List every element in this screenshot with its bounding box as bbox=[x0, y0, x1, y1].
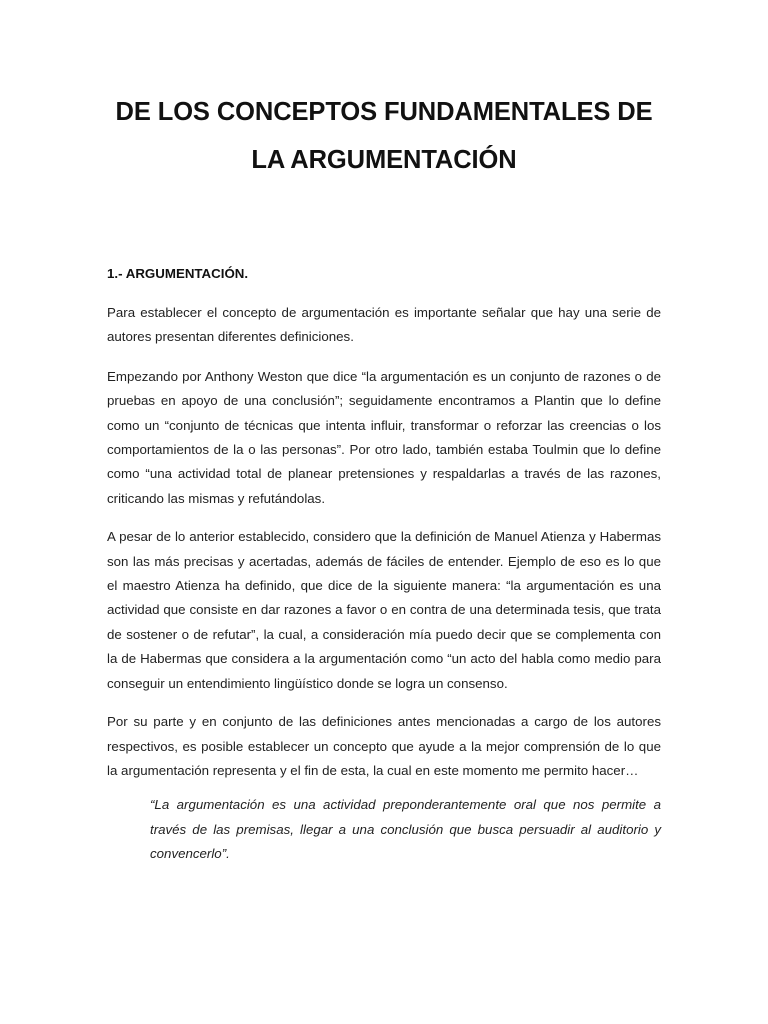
section-heading: 1.- ARGUMENTACIÓN. bbox=[107, 266, 249, 281]
document-title bbox=[107, 0, 661, 184]
title-line-2: LA ARGUMENTACIÓN bbox=[251, 146, 517, 174]
paragraph-definitions: Empezando por Anthony Weston que dice “la argumentación es un conjunto de razones o de pruebas en apoyo de una conclusión”; seguidamente encontramos a Plantin que lo define como un “conjunto de técnicas que intenta influir, transformar o reforzar las creencias o los comportamientos de la o las personas”. Por otro lado, también estaba Toulmin que lo define como “una actividad total de planear pretensiones y respaldarlas a través de las razones, criticando las mismas y refutándolas. bbox=[107, 368, 661, 506]
paragraph-own-concept: Por su parte y en conjunto de las definiciones antes mencionadas a cargo de los autores respectivos, es posible establecer un concepto que ayude a la mejor comprensión de lo que la argumentación representa y el fin de esta, la cual en este momento me permito hacer… bbox=[107, 714, 661, 778]
paragraph-atienza-habermas: A pesar de lo anterior establecido, considero que la definición de Manuel Atienza y Habermas son las más precisas y acertadas, además de fáciles de entender. Ejemplo de eso es lo que el maestro Atienza ha definido, que dice de la siguiente manera: “la argumentación es una actividad que consiste en dar razones a favor o en contra de una determinada tesis, que trata de sostener o de refutar”, la cual, a consideración mía puedo decir que se complementa con la de Habermas que considera a la argumentación como “un acto del habla como medio para conseguir un entendimiento lingüístico donde se logra un consenso. bbox=[107, 529, 661, 691]
title-line-1: DE LOS CONCEPTOS FUNDAMENTALES DE bbox=[115, 98, 653, 126]
paragraph-intro: Para establecer el concepto de argumentación es importante señalar que hay una serie de autores presentan diferentes definiciones. bbox=[107, 305, 661, 345]
document-page bbox=[107, 0, 661, 867]
block-quote: “La argumentación es una actividad preponderantemente oral que nos permite a través de las premisas, llegar a una conclusión que busca persuadir al auditorio y convencerlo”. bbox=[150, 797, 661, 862]
